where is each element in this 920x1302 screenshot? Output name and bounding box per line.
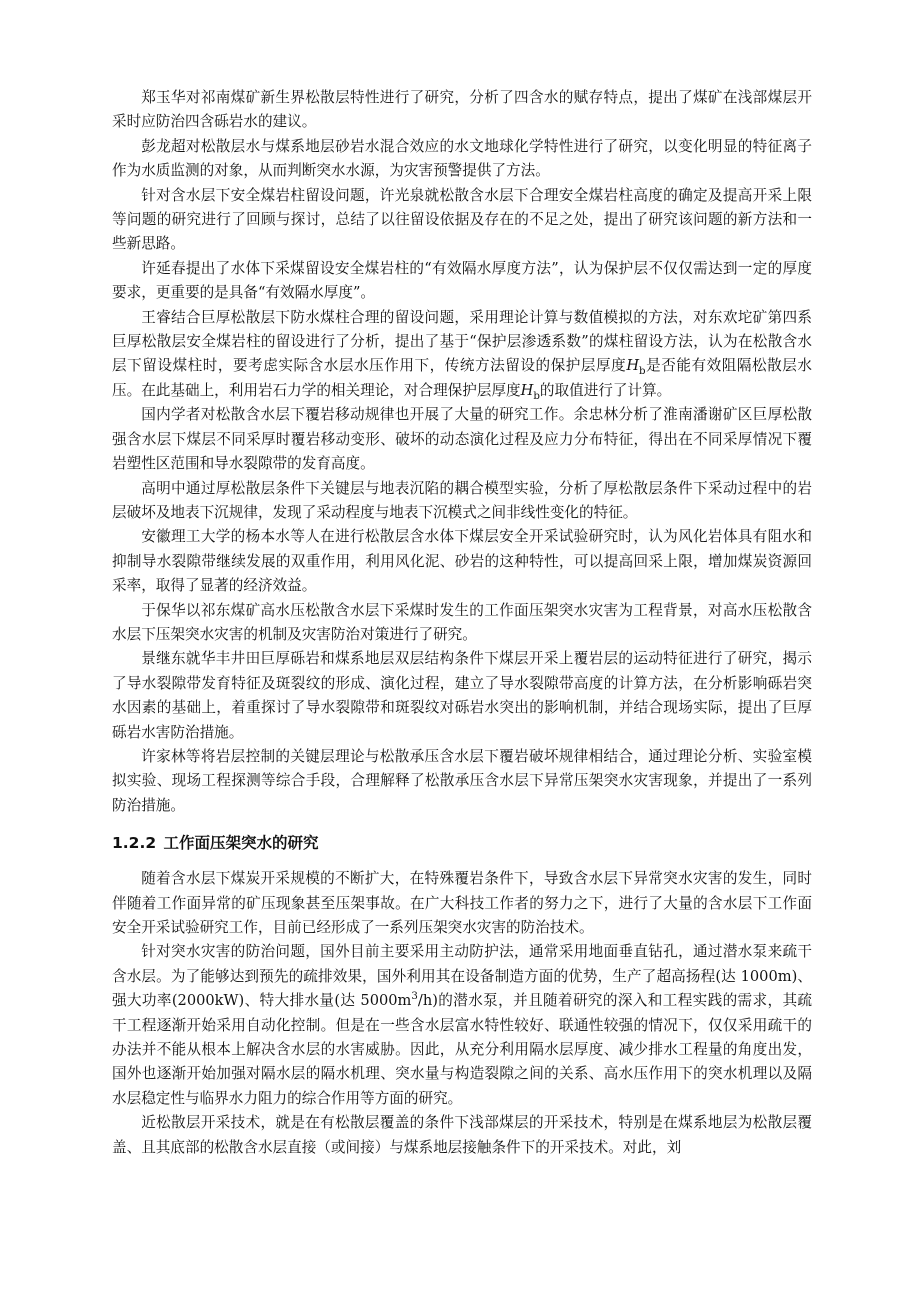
paragraph-jing-jidong: 景继东就华丰井田巨厚砾岩和煤系地层双层结构条件下煤层开采上覆岩层的运动特征进行了研究，揭示了导水裂隙带发育特征及斑裂纹的形成、演化过程，建立了导水裂隙带高度的计算方法，在分析影响砾岩突水因素的基础上，着重探讨了导水裂隙带和斑裂纹对砾岩水突出的影响机制，并结合现场实际，提出了巨厚砾岩水害防治措施。 (112, 650, 812, 741)
pumps-text-1: 针对突水灾害的防治问题，国外目前主要采用主动防护法，通常采用地面垂直钻孔，通过潜水泵来疏干含水层。为了能够达到预先的疏排效果，国外利用其在设备制造方面的优势，生产了超高扬程(达 1000m)、强大功率(2000kW)、特大排水量(达 5000m (112, 943, 812, 1010)
symbol-h: H (626, 357, 640, 375)
paragraph-yang-benshui: 安徽理工大学的杨本水等人在进行松散层含水体下煤层安全开采试验研究时，认为风化岩体具有阻水和抑制导水裂隙带继续发展的双重作用，利用风化泥、砂岩的这种特性，可以提高回采上限，增加煤炭资源回采率，取得了显著的经济效益。 (112, 528, 812, 595)
paragraph-yu-baohua: 于保华以祁东煤矿高水压松散含水层下采煤时发生的工作面压架突水灾害为工程背景，对高水压松散含水层下压架突水灾害的机制及灾害防治对策进行了研究。 (112, 601, 812, 643)
pumps-text-2: /h)的潜水泵，并且随着研究的深入和工程实践的需求，其疏干工程逐渐开始采用自动化控制。但是在一些含水层富水特性较好、联通性较强的情况下，仅仅采用疏干的办法并不能从根本上解决含水层的水害威胁。因此，从充分利用隔水层厚度、减少排水工程量的角度出发，国外也逐渐开始加强对隔水层的隔水机理、突水量与构造裂隙之间的关系、高水压作用下的突水机理以及隔水层稳定性与临界水力阻力的综合作用等方面的研究。 (112, 992, 812, 1107)
section-heading (112, 831, 812, 855)
wang-rui-text-2: 是否能有效阻隔松散层水压。在此基础上，利用岩石力学的相关理论，对合理保护层厚度 (112, 357, 812, 399)
paragraph-mining-scale: 随着含水层下煤炭开采规模的不断扩大，在特殊覆岩条件下，导致含水层下异常突水灾害的发生，同时伴随着工作面异常的矿压现象甚至压架事故。在广大科技工作者的努力之下，进行了大量的含水层下工作面安全开采试验研究工作，目前已经形成了一系列压架突水灾害的防治技术。 (112, 870, 812, 936)
paragraph-wang-rui (112, 306, 812, 404)
document-page (112, 86, 812, 1160)
cubic-superscript: 3 (411, 991, 418, 1003)
paragraph-gao-mingzhong: 高明中通过厚松散层条件下关键层与地表沉陷的耦合模型实验，分析了厚松散层条件下采动过程中的岩层破坏及地表下沉规律，发现了采动程度与地表下沉模式之间非线性变化的特征。 (112, 479, 812, 521)
paragraph-foreign-pumps (112, 940, 812, 1111)
symbol-h-2: H (520, 381, 534, 399)
symbol-h-subscript: b (639, 366, 646, 378)
paragraph-xu-yanchun: 许延春提出了水体下采煤留设安全煤岩柱的“有效隔水厚度方法”，认为保护层不仅仅需达到一定的厚度要求，更重要的是具备“有效隔水厚度”。 (112, 259, 812, 302)
paragraph-xu-guangquan: 针对含水层下安全煤岩柱留设问题，许光泉就松散含水层下合理安全煤岩柱高度的确定及提高开采上限等问题的研究进行了回顾与探讨，总结了以往留设依据及存在的不足之处，提出了研究该问题的新方法和一些新思路。 (112, 186, 812, 253)
paragraph-peng-longchao: 彭龙超对松散层水与煤系地层砂岩水混合效应的水文地球化学特性进行了研究，以变化明显的特征离子作为水质监测的对象，从而判断突水水源，为灾害预警提供了方法。 (112, 137, 812, 180)
wang-rui-text-1: 王睿结合巨厚松散层下防水煤柱合理的留设问题，采用理论计算与数值模拟的方法，对东欢坨矿第四系巨厚松散层安全煤岩柱的留设进行了分析，提出了基于“保护层渗透系数”的煤柱留设方法，认为在松散含水层下留设煤柱时，要考虑实际含水层水压作用下，传统方法留设的保护层厚度 (112, 308, 812, 375)
section-number: 1.2.2 (112, 834, 157, 853)
paragraph-zheng-yuhua: 郑玉华对祁南煤矿新生界松散层特性进行了研究，分析了四含水的赋存特点，提出了煤矿在浅部煤层开采时应防治四含砾岩水的建议。 (112, 89, 812, 131)
symbol-h-subscript-2: b (533, 390, 540, 402)
wang-rui-text-3: 的取值进行了计算。 (539, 381, 672, 399)
paragraph-xu-jialin: 许家林等将岩层控制的关键层理论与松散承压含水层下覆岩破坏规律相结合，通过理论分析、实验室模拟实验、现场工程探测等综合手段，合理解释了松散承压含水层下异常压架突水灾害现象，并提出了一系列防治措施。 (112, 747, 812, 814)
paragraph-domestic-research: 国内学者对松散含水层下覆岩移动规律也开展了大量的研究工作。余忠林分析了淮南潘谢矿区巨厚松散强含水层下煤层不同采厚时覆岩移动变形、破坏的动态演化过程及应力分布特征，得出在不同采厚情况下覆岩塑性区范围和导水裂隙带的发育高度。 (112, 406, 812, 473)
paragraph-near-loose-layer: 近松散层开采技术，就是在有松散层覆盖的条件下浅部煤层的开采技术，特别是在煤系地层为松散层覆盖、且其底部的松散含水层直接（或间接）与煤系地层接触条件下的开采技术。对此，刘 (112, 1114, 812, 1156)
section-title: 工作面压架突水的研究 (163, 834, 319, 853)
